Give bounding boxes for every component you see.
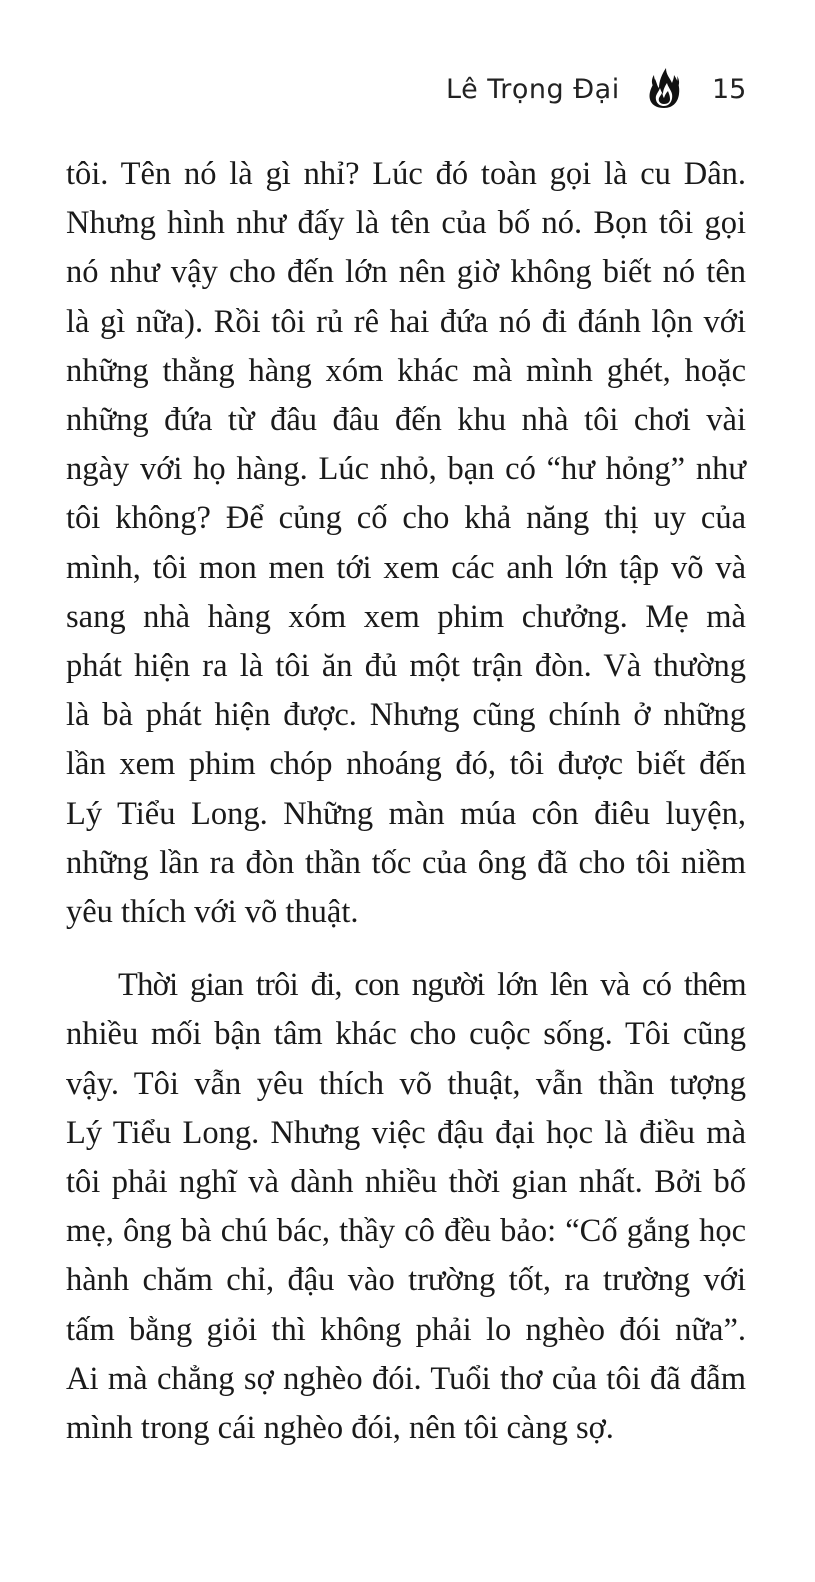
page-number: 15 xyxy=(712,74,747,105)
text-line: Lý Tiểu Long. Nhưng việc đậu đại học là điều mà xyxy=(66,1114,746,1151)
text-line: mình trong cái nghèo đói, nên tôi càng sợ. xyxy=(66,1410,614,1447)
text-line: những lần ra đòn thần tốc của ông đã cho tôi niềm xyxy=(66,844,746,881)
text-line: những thằng hàng xóm khác mà mình ghét, hoặc xyxy=(66,352,746,389)
text-line: tôi phải nghĩ và dành nhiều thời gian nhất. Bởi bố xyxy=(66,1164,746,1201)
text-line: Nhưng hình như đấy là tên của bố nó. Bọn tôi gọi xyxy=(66,205,746,242)
text-line: phát hiện ra là tôi ăn đủ một trận đòn. Và thường xyxy=(66,648,746,685)
text-line: tôi. Tên nó là gì nhỉ? Lúc đó toàn gọi là cu Dân. xyxy=(66,156,746,192)
flame-icon xyxy=(644,66,684,110)
text-line: Ai mà chẳng sợ nghèo đói. Tuổi thơ của tôi đã đẫm xyxy=(66,1360,746,1397)
text-line: yêu thích với võ thuật. xyxy=(66,894,359,931)
text-line: tấm bằng giỏi thì không phải lo nghèo đói nữa”. xyxy=(66,1311,746,1348)
body-text xyxy=(66,150,746,1453)
text-line: Thời gian trôi đi, con người lớn lên và có thêm xyxy=(118,967,746,1004)
text-line: là gì nữa). Rồi tôi rủ rê hai đứa nó đi đánh lộn với xyxy=(66,303,746,340)
running-header xyxy=(0,66,815,116)
text-line: sang nhà hàng xóm xem phim chưởng. Mẹ mà xyxy=(66,598,746,635)
text-line: lần xem phim chóp nhoáng đó, tôi được biết đến xyxy=(66,746,746,783)
text-line: mẹ, ông bà chú bác, thầy cô đều bảo: “Cố gắng học xyxy=(66,1213,746,1250)
header-author: Lê Trọng Đại xyxy=(446,74,620,105)
text-line: nhiều mối bận tâm khác cho cuộc sống. Tôi cũng xyxy=(66,1016,746,1053)
paragraph xyxy=(66,961,746,1453)
text-line: những đứa từ đâu đâu đến khu nhà tôi chơi vài xyxy=(66,402,746,439)
text-line: ngày với họ hàng. Lúc nhỏ, bạn có “hư hỏng” như xyxy=(66,451,746,488)
text-line: mình, tôi mon men tới xem các anh lớn tập võ và xyxy=(66,549,746,586)
text-line: nó như vậy cho đến lớn nên giờ không biết nó tên xyxy=(66,254,746,291)
text-line: tôi không? Để củng cố cho khả năng thị uy của xyxy=(66,500,746,537)
paragraph xyxy=(66,150,746,937)
text-line: vậy. Tôi vẫn yêu thích võ thuật, vẫn thần tượng xyxy=(66,1065,746,1102)
text-line: là bà phát hiện được. Nhưng cũng chính ở những xyxy=(66,697,746,734)
text-line: hành chăm chỉ, đậu vào trường tốt, ra trường với xyxy=(66,1262,746,1299)
text-line: Lý Tiểu Long. Những màn múa côn điêu luyện, xyxy=(66,795,746,832)
